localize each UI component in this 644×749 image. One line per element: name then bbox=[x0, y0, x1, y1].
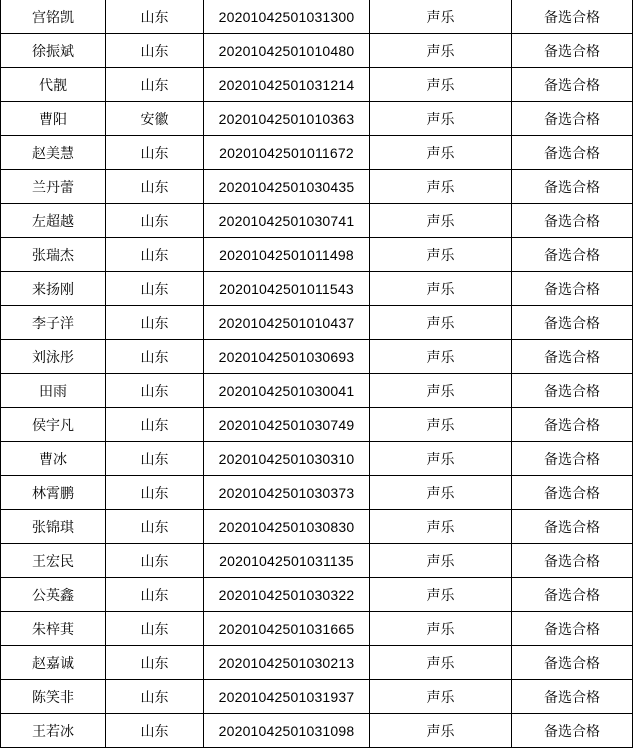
candidate-name-cell: 林霄鹏 bbox=[1, 476, 106, 510]
major-cell: 声乐 bbox=[370, 680, 512, 714]
candidate-name-cell: 徐振斌 bbox=[1, 34, 106, 68]
major-cell: 声乐 bbox=[370, 510, 512, 544]
result-status-cell: 备选合格 bbox=[512, 170, 633, 204]
province-cell: 山东 bbox=[106, 612, 204, 646]
major-cell: 声乐 bbox=[370, 204, 512, 238]
candidate-name-cell: 赵美慧 bbox=[1, 136, 106, 170]
result-status-cell: 备选合格 bbox=[512, 646, 633, 680]
candidate-name-cell: 兰丹蕾 bbox=[1, 170, 106, 204]
major-cell: 声乐 bbox=[370, 102, 512, 136]
exam-id-cell: 20201042501030693 bbox=[204, 340, 370, 374]
result-status-cell: 备选合格 bbox=[512, 374, 633, 408]
candidate-name-cell: 宫铭凯 bbox=[1, 0, 106, 34]
candidate-name-cell: 公英鑫 bbox=[1, 578, 106, 612]
result-status-cell: 备选合格 bbox=[512, 578, 633, 612]
table-row bbox=[1, 340, 633, 374]
exam-id-cell: 20201042501030741 bbox=[204, 204, 370, 238]
result-status-cell: 备选合格 bbox=[512, 510, 633, 544]
result-status-cell: 备选合格 bbox=[512, 408, 633, 442]
table-row bbox=[1, 272, 633, 306]
province-cell: 山东 bbox=[106, 680, 204, 714]
candidate-name-cell: 左超越 bbox=[1, 204, 106, 238]
exam-id-cell: 20201042501030322 bbox=[204, 578, 370, 612]
province-cell: 山东 bbox=[106, 170, 204, 204]
result-status-cell: 备选合格 bbox=[512, 136, 633, 170]
candidate-name-cell: 赵嘉诚 bbox=[1, 646, 106, 680]
exam-id-cell: 20201042501030373 bbox=[204, 476, 370, 510]
result-status-cell: 备选合格 bbox=[512, 272, 633, 306]
candidate-name-cell: 田雨 bbox=[1, 374, 106, 408]
candidate-name-cell: 曹冰 bbox=[1, 442, 106, 476]
table-row bbox=[1, 102, 633, 136]
province-cell: 山东 bbox=[106, 340, 204, 374]
major-cell: 声乐 bbox=[370, 442, 512, 476]
exam-id-cell: 20201042501010437 bbox=[204, 306, 370, 340]
candidate-name-cell: 王若冰 bbox=[1, 714, 106, 748]
result-status-cell: 备选合格 bbox=[512, 306, 633, 340]
major-cell: 声乐 bbox=[370, 0, 512, 34]
exam-id-cell: 20201042501031098 bbox=[204, 714, 370, 748]
exam-id-cell: 20201042501030213 bbox=[204, 646, 370, 680]
table-row bbox=[1, 442, 633, 476]
result-status-cell: 备选合格 bbox=[512, 204, 633, 238]
table-row bbox=[1, 306, 633, 340]
major-cell: 声乐 bbox=[370, 170, 512, 204]
major-cell: 声乐 bbox=[370, 578, 512, 612]
candidate-name-cell: 来扬刚 bbox=[1, 272, 106, 306]
major-cell: 声乐 bbox=[370, 238, 512, 272]
province-cell: 山东 bbox=[106, 510, 204, 544]
results-table-body bbox=[1, 0, 633, 748]
exam-id-cell: 20201042501030310 bbox=[204, 442, 370, 476]
exam-id-cell: 20201042501030435 bbox=[204, 170, 370, 204]
table-row bbox=[1, 578, 633, 612]
exam-id-cell: 20201042501030041 bbox=[204, 374, 370, 408]
candidate-name-cell: 陈笑非 bbox=[1, 680, 106, 714]
table-row bbox=[1, 68, 633, 102]
candidate-name-cell: 张瑞杰 bbox=[1, 238, 106, 272]
exam-id-cell: 20201042501030749 bbox=[204, 408, 370, 442]
table-row bbox=[1, 714, 633, 748]
major-cell: 声乐 bbox=[370, 34, 512, 68]
province-cell: 山东 bbox=[106, 544, 204, 578]
major-cell: 声乐 bbox=[370, 476, 512, 510]
major-cell: 声乐 bbox=[370, 714, 512, 748]
result-status-cell: 备选合格 bbox=[512, 680, 633, 714]
result-status-cell: 备选合格 bbox=[512, 714, 633, 748]
exam-id-cell: 20201042501011672 bbox=[204, 136, 370, 170]
table-row bbox=[1, 34, 633, 68]
table-row bbox=[1, 510, 633, 544]
result-status-cell: 备选合格 bbox=[512, 612, 633, 646]
table-row bbox=[1, 136, 633, 170]
province-cell: 山东 bbox=[106, 204, 204, 238]
result-status-cell: 备选合格 bbox=[512, 68, 633, 102]
province-cell: 山东 bbox=[106, 136, 204, 170]
result-status-cell: 备选合格 bbox=[512, 340, 633, 374]
table-row bbox=[1, 476, 633, 510]
province-cell: 安徽 bbox=[106, 102, 204, 136]
major-cell: 声乐 bbox=[370, 272, 512, 306]
exam-id-cell: 20201042501011498 bbox=[204, 238, 370, 272]
province-cell: 山东 bbox=[106, 408, 204, 442]
major-cell: 声乐 bbox=[370, 306, 512, 340]
province-cell: 山东 bbox=[106, 714, 204, 748]
exam-id-cell: 20201042501031300 bbox=[204, 0, 370, 34]
result-status-cell: 备选合格 bbox=[512, 442, 633, 476]
exam-id-cell: 20201042501031937 bbox=[204, 680, 370, 714]
province-cell: 山东 bbox=[106, 34, 204, 68]
major-cell: 声乐 bbox=[370, 136, 512, 170]
exam-id-cell: 20201042501011543 bbox=[204, 272, 370, 306]
exam-id-cell: 20201042501031214 bbox=[204, 68, 370, 102]
table-row bbox=[1, 238, 633, 272]
major-cell: 声乐 bbox=[370, 646, 512, 680]
table-row bbox=[1, 374, 633, 408]
table-row bbox=[1, 680, 633, 714]
exam-id-cell: 20201042501030830 bbox=[204, 510, 370, 544]
result-status-cell: 备选合格 bbox=[512, 544, 633, 578]
table-row bbox=[1, 204, 633, 238]
exam-id-cell: 20201042501010480 bbox=[204, 34, 370, 68]
candidate-name-cell: 王宏民 bbox=[1, 544, 106, 578]
major-cell: 声乐 bbox=[370, 374, 512, 408]
candidate-name-cell: 朱梓萁 bbox=[1, 612, 106, 646]
result-status-cell: 备选合格 bbox=[512, 102, 633, 136]
candidate-name-cell: 代靓 bbox=[1, 68, 106, 102]
candidate-name-cell: 张锦琪 bbox=[1, 510, 106, 544]
province-cell: 山东 bbox=[106, 476, 204, 510]
province-cell: 山东 bbox=[106, 306, 204, 340]
table-row bbox=[1, 544, 633, 578]
province-cell: 山东 bbox=[106, 646, 204, 680]
result-status-cell: 备选合格 bbox=[512, 238, 633, 272]
province-cell: 山东 bbox=[106, 272, 204, 306]
result-status-cell: 备选合格 bbox=[512, 0, 633, 34]
exam-id-cell: 20201042501031665 bbox=[204, 612, 370, 646]
candidate-name-cell: 李子洋 bbox=[1, 306, 106, 340]
exam-id-cell: 20201042501010363 bbox=[204, 102, 370, 136]
result-status-cell: 备选合格 bbox=[512, 476, 633, 510]
major-cell: 声乐 bbox=[370, 340, 512, 374]
candidate-name-cell: 侯宇凡 bbox=[1, 408, 106, 442]
candidate-name-cell: 刘泳彤 bbox=[1, 340, 106, 374]
table-row bbox=[1, 0, 633, 34]
table-row bbox=[1, 646, 633, 680]
province-cell: 山东 bbox=[106, 68, 204, 102]
province-cell: 山东 bbox=[106, 374, 204, 408]
exam-id-cell: 20201042501031135 bbox=[204, 544, 370, 578]
province-cell: 山东 bbox=[106, 442, 204, 476]
province-cell: 山东 bbox=[106, 578, 204, 612]
table-row bbox=[1, 408, 633, 442]
major-cell: 声乐 bbox=[370, 408, 512, 442]
candidate-name-cell: 曹阳 bbox=[1, 102, 106, 136]
result-status-cell: 备选合格 bbox=[512, 34, 633, 68]
table-row bbox=[1, 170, 633, 204]
province-cell: 山东 bbox=[106, 238, 204, 272]
major-cell: 声乐 bbox=[370, 68, 512, 102]
major-cell: 声乐 bbox=[370, 612, 512, 646]
table-row bbox=[1, 612, 633, 646]
major-cell: 声乐 bbox=[370, 544, 512, 578]
province-cell: 山东 bbox=[106, 0, 204, 34]
